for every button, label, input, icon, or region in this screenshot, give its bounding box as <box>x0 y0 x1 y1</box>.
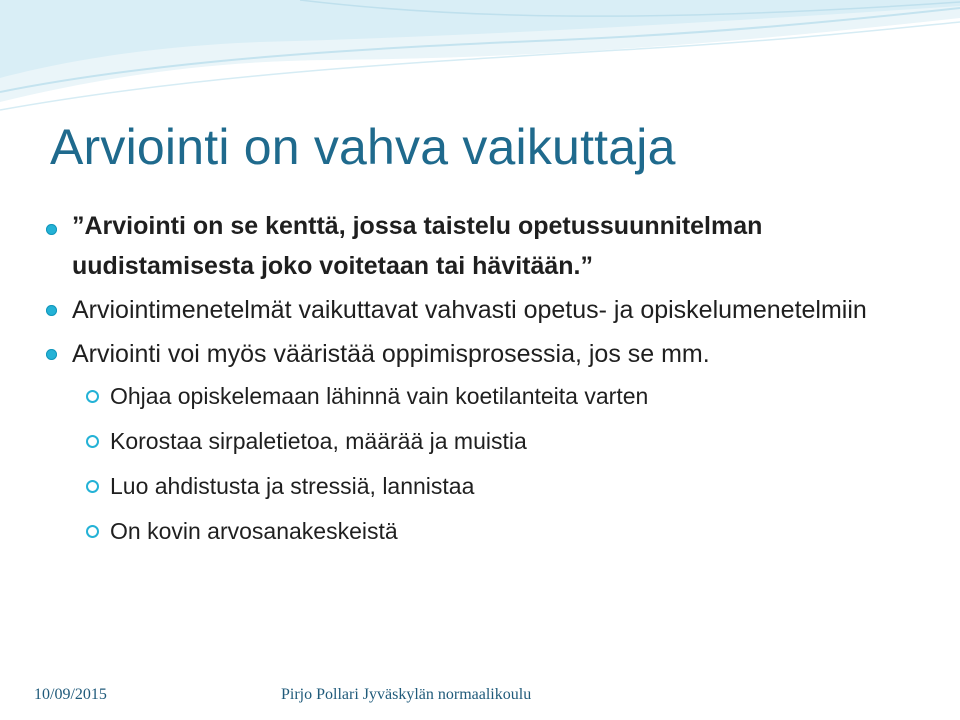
sub-bullet-text: Korostaa sirpaletietoa, määrää ja muistia <box>110 428 527 454</box>
sub-bullet-icon <box>86 480 99 493</box>
sub-bullet <box>84 464 934 509</box>
bullet-distortion <box>44 334 934 374</box>
bullet-text: Arviointi voi myös vääristää oppimisprosessia, jos se mm. <box>72 340 710 368</box>
bullet-text: Arviointimenetelmät vaikuttavat vahvasti opetus- ja opiskelumenetelmiin <box>72 296 867 324</box>
sub-bullet-icon <box>86 390 99 403</box>
sub-bullet <box>84 509 934 554</box>
sub-bullet-icon <box>86 435 99 448</box>
footer-author: Pirjo Pollari Jyväskylän normaalikoulu <box>281 686 532 703</box>
bullet-list <box>44 206 934 554</box>
bullet-dot-icon <box>46 305 57 316</box>
bullet-dot-icon <box>46 224 57 235</box>
slide-title: Arviointi on vahva vaikuttaja <box>50 119 676 175</box>
bullet-dot-icon <box>46 349 57 360</box>
sub-bullet <box>84 374 934 419</box>
sub-bullet-text: Luo ahdistusta ja stressiä, lannistaa <box>110 473 475 499</box>
bullet-methods <box>44 290 934 330</box>
sub-bullet-text: On kovin arvosanakeskeistä <box>110 518 398 544</box>
bullet-text: ”Arviointi on se kenttä, jossa taistelu opetussuunnitelman uudistamisesta joko voitetaan tai hävitään.” <box>72 212 763 280</box>
footer-date: 10/09/2015 <box>34 686 107 703</box>
sub-bullet-icon <box>86 525 99 538</box>
sub-bullet-text: Ohjaa opiskelemaan lähinnä vain koetilanteita varten <box>110 383 649 409</box>
sub-bullet <box>84 419 934 464</box>
bullet-quote <box>44 206 934 286</box>
decorative-waves <box>0 0 960 130</box>
